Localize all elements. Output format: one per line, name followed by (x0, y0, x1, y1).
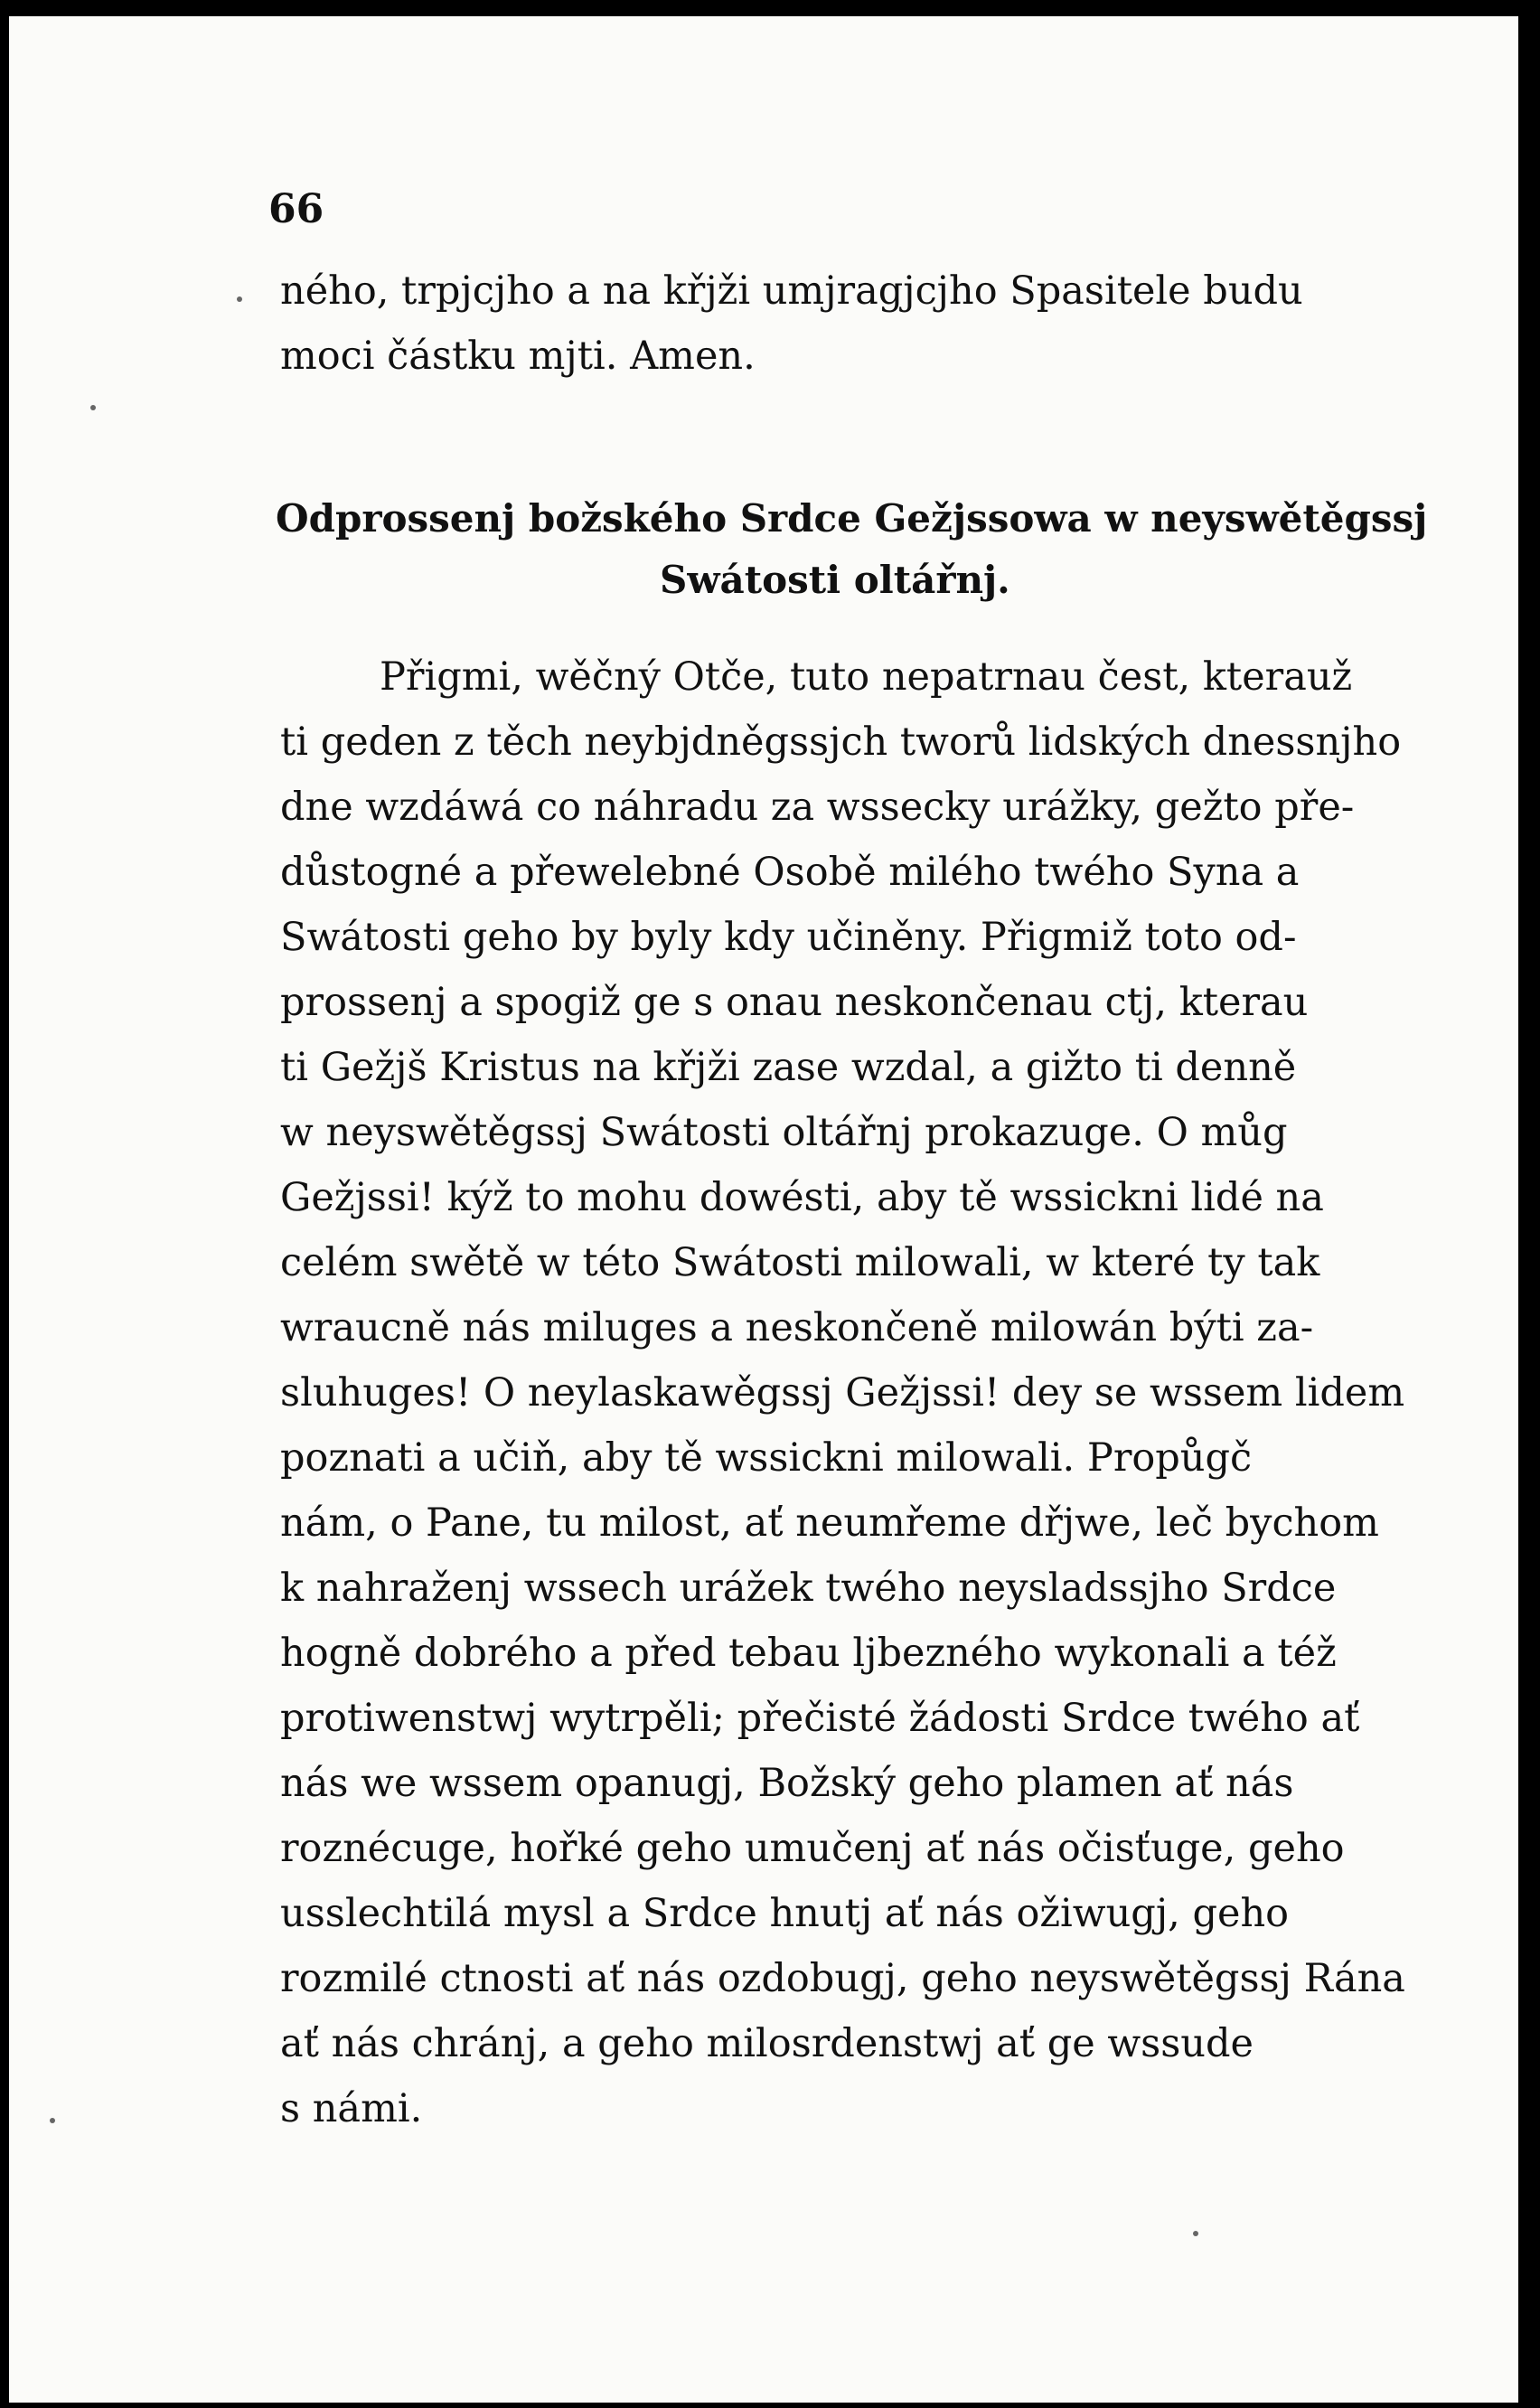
print-speck (237, 296, 242, 302)
text-line: prossenj a spogiž ge s onau neskončenau ctj, kterau (280, 980, 1309, 1025)
text-line: ného, trpjcjho a na křjži umjragjcjho Spasitele budu (280, 268, 1303, 314)
text-line: ti Gežjš Kristus na křjži zase wzdal, a gižto ti denně (280, 1045, 1297, 1090)
text-line: hogně dobrého a před tebau ljbezného wykonali a též (280, 1631, 1337, 1676)
text-line: s námi. (280, 2086, 423, 2131)
text-line: důstogné a přewelebné Osobě milého twého Syna a (280, 850, 1300, 895)
text-line: celém swětě w této Swátosti milowali, w které ty tak (280, 1240, 1320, 1285)
text-line: protiwenstwj wytrpěli; přečisté žádosti Srdce twého ať (280, 1696, 1360, 1741)
text-line: ať nás chránj, a geho milosrdenstwj ať ge wssude (280, 2021, 1254, 2066)
text-line: Přigmi, wěčný Otče, tuto nepatrnau čest, kterauž (380, 654, 1353, 700)
text-line: nás we wssem opanugj, Božský geho plamen ať nás (280, 1761, 1294, 1806)
text-line: w neyswětěgssj Swátosti oltářnj prokazuge. O můg (280, 1110, 1288, 1155)
text-line: wraucně nás miluges a neskončeně milowán býti za- (280, 1305, 1314, 1350)
text-line: nám, o Pane, tu milost, ať neumřeme dřjwe, leč bychom (280, 1500, 1379, 1546)
print-speck (1193, 2231, 1198, 2236)
section-heading-line: Swátosti oltářnj. (660, 558, 1010, 602)
text-line: sluhuges! O neylaskawěgssj Gežjssi! dey se wssem lidem (280, 1370, 1405, 1416)
text-line: usslechtilá mysl a Srdce hnutj ať nás ožiwugj, geho (280, 1891, 1290, 1936)
text-line: Gežjssi! kýž to mohu dowésti, aby tě wssickni lidé na (280, 1175, 1324, 1220)
book-page (9, 16, 1518, 2403)
text-line: rozmilé ctnosti ať nás ozdobugj, geho neyswětěgssj Rána (280, 1956, 1405, 2001)
text-line: dne wzdáwá co náhradu za wssecky urážky, gežto pře- (280, 785, 1355, 830)
section-heading-line: Odprossenj božského Srdce Gežjssowa w neyswětěgssj (276, 496, 1428, 541)
text-line: moci částku mjti. Amen. (280, 334, 756, 379)
text-line: k nahraženj wssech urážek twého neysladssjho Srdce (280, 1566, 1337, 1611)
text-line: Swátosti geho by byly kdy učiněny. Přigmiž toto od- (280, 915, 1297, 960)
text-line: roznécuge, hořké geho umučenj ať nás očisťuge, geho (280, 1826, 1345, 1871)
text-line: ti geden z těch neybjdněgssjch tworů lidských dnessnjho (280, 720, 1402, 765)
page-number: 66 (268, 186, 324, 232)
text-line: poznati a učiň, aby tě wssickni milowali. Propůgč (280, 1435, 1253, 1481)
print-speck (90, 405, 96, 410)
print-speck (50, 2118, 55, 2123)
